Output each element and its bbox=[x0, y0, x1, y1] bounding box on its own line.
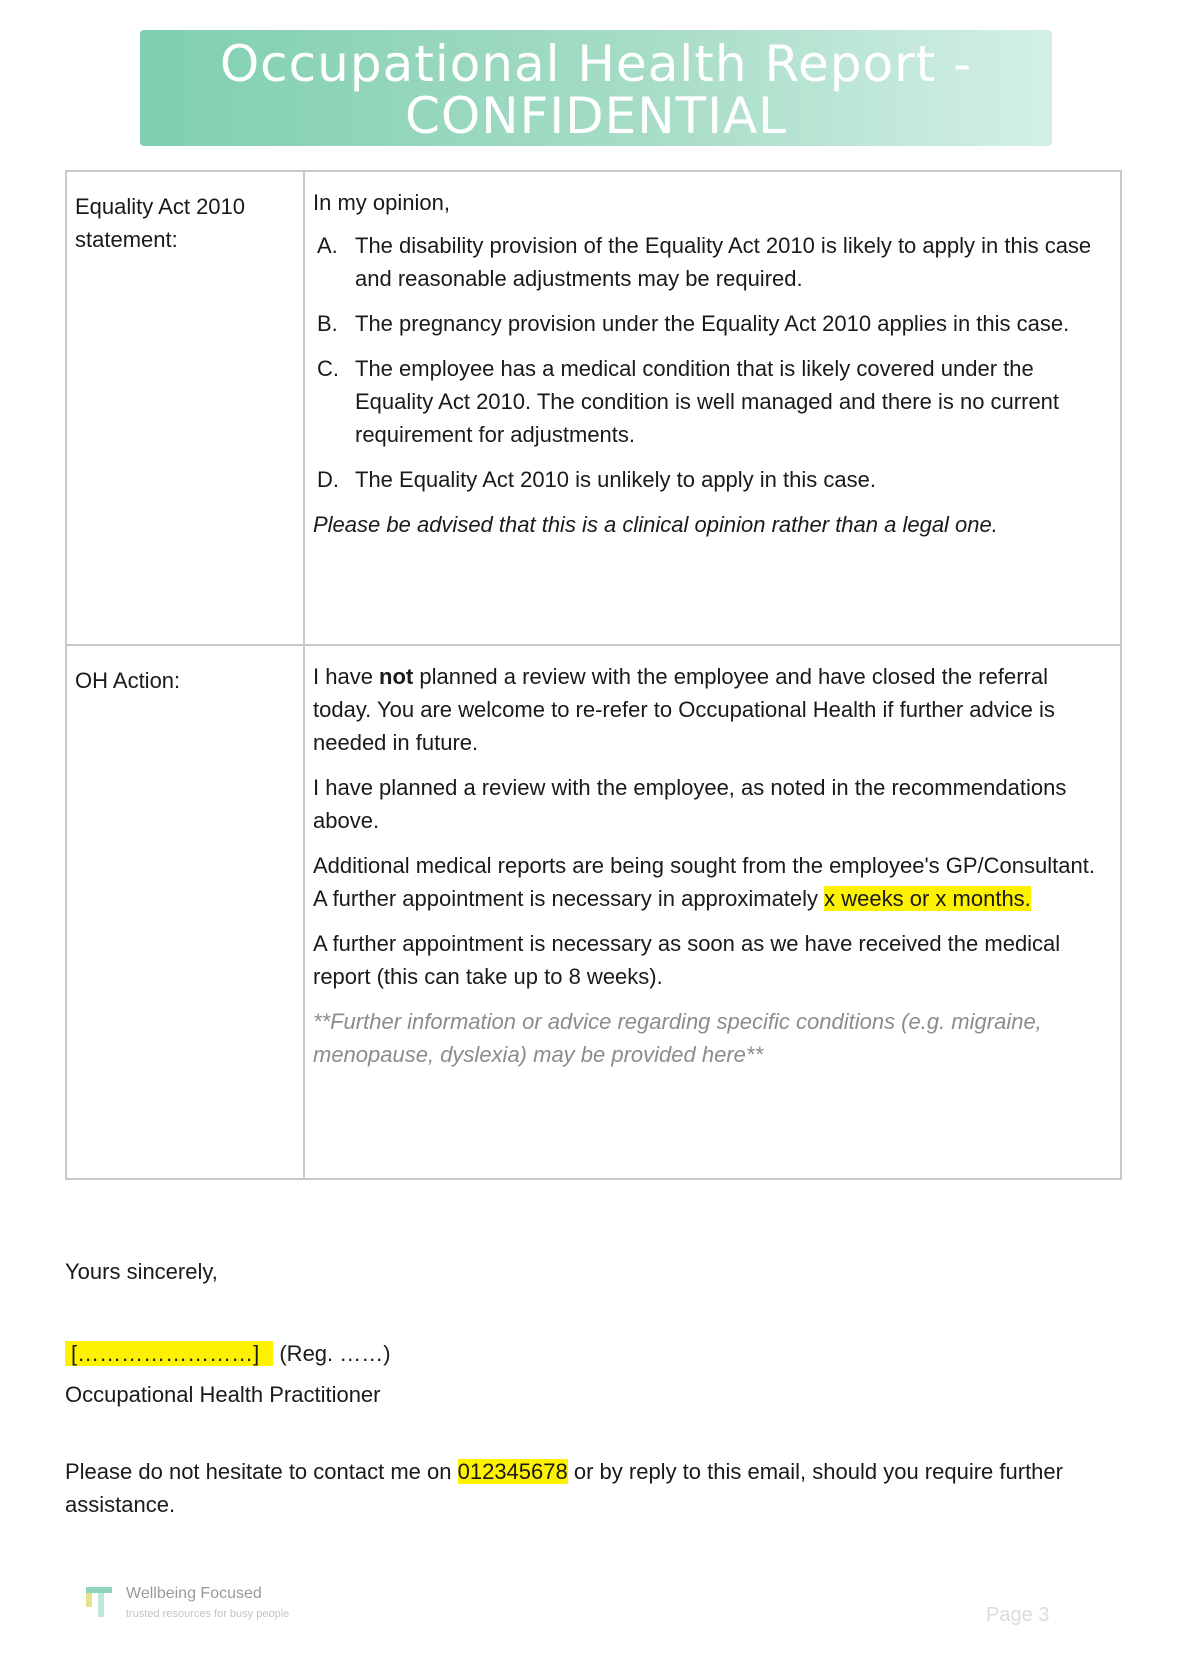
equality-intro: In my opinion, bbox=[313, 190, 450, 215]
option-letter: A. bbox=[317, 233, 338, 258]
oh-action-paragraph-review: I have planned a review with the employee, as noted in the recommendations above. bbox=[313, 775, 1067, 833]
oh-action-paragraph-reports bbox=[313, 849, 1110, 915]
report-title-line1: Occupational Health Report - bbox=[219, 35, 973, 93]
further-information-note: **Further information or advice regarding specific conditions (e.g. migraine, menopause, dyslexia) may be provided here** bbox=[313, 1009, 1042, 1067]
contact-statement bbox=[65, 1455, 1105, 1521]
contact-text: or by reply to this email, should you require further assistance. bbox=[65, 1459, 1063, 1517]
option-text: The Equality Act 2010 is unlikely to apply in this case. bbox=[355, 467, 876, 492]
footer-tagline: trusted resources for busy people bbox=[126, 1608, 290, 1620]
signature-line bbox=[65, 1337, 391, 1370]
oh-action-text: Additional medical reports are being sought from the employee's GP/Consultant. A further appointment is necessary in approximately bbox=[313, 853, 1095, 911]
option-letter: D. bbox=[317, 467, 339, 492]
oh-action-content bbox=[304, 645, 1121, 1179]
oh-action-text: planned a review with the employee and have closed the referral today. You are welcome to re-refer to Occupational Health if further advice is needed in future. bbox=[313, 664, 1055, 755]
closing-salutation: Yours sincerely, bbox=[65, 1259, 218, 1284]
option-text: The pregnancy provision under the Equality Act 2010 applies in this case. bbox=[355, 311, 1070, 336]
option-text: The employee has a medical condition that is likely covered under the Equality Act 2010. The condition is well managed and there is no current requirement for adjustments. bbox=[355, 356, 1060, 447]
registration-number: (Reg. ……) bbox=[279, 1341, 391, 1366]
equality-label: Equality Act 2010 statement: bbox=[66, 171, 304, 645]
oh-action-text: I have bbox=[313, 664, 380, 689]
report-table bbox=[65, 170, 1122, 1180]
option-letter: B. bbox=[317, 311, 338, 336]
equality-option-d bbox=[313, 463, 1110, 496]
practitioner-name-placeholder: [……………………] bbox=[65, 1341, 273, 1366]
timeframe-highlight: x weeks or x months. bbox=[824, 886, 1031, 911]
footer-brand: Wellbeing Focused bbox=[126, 1585, 262, 1602]
oh-action-paragraph-closed bbox=[313, 660, 1110, 759]
practitioner-role: Occupational Health Practitioner bbox=[65, 1382, 381, 1407]
report-title-banner bbox=[140, 30, 1052, 146]
report-title-line2: CONFIDENTIAL bbox=[404, 87, 788, 145]
option-letter: C. bbox=[317, 356, 339, 381]
oh-action-paragraph-appointment: A further appointment is necessary as soon as we have received the medical report (this can take up to 8 weeks). bbox=[313, 931, 1061, 989]
contact-text: Please do not hesitate to contact me on bbox=[65, 1459, 452, 1484]
oh-action-not-emphasis: not bbox=[379, 664, 414, 689]
equality-option-b bbox=[313, 307, 1110, 340]
equality-content bbox=[304, 171, 1121, 645]
clinical-opinion-note: Please be advised that this is a clinical opinion rather than a legal one. bbox=[313, 512, 998, 537]
page-number: Page 3 bbox=[986, 1604, 1050, 1626]
phone-number: 012345678 bbox=[457, 1459, 568, 1484]
option-text: The disability provision of the Equality Act 2010 is likely to apply in this case and reasonable adjustments may be required. bbox=[355, 233, 1092, 291]
oh-action-label: OH Action: bbox=[66, 645, 304, 1179]
oh-action-row bbox=[66, 645, 1121, 1179]
equality-options bbox=[313, 229, 1110, 496]
equality-option-a bbox=[313, 229, 1110, 295]
equality-option-c bbox=[313, 352, 1110, 451]
wellbeing-logo-icon bbox=[78, 1585, 118, 1625]
equality-row bbox=[66, 171, 1121, 645]
